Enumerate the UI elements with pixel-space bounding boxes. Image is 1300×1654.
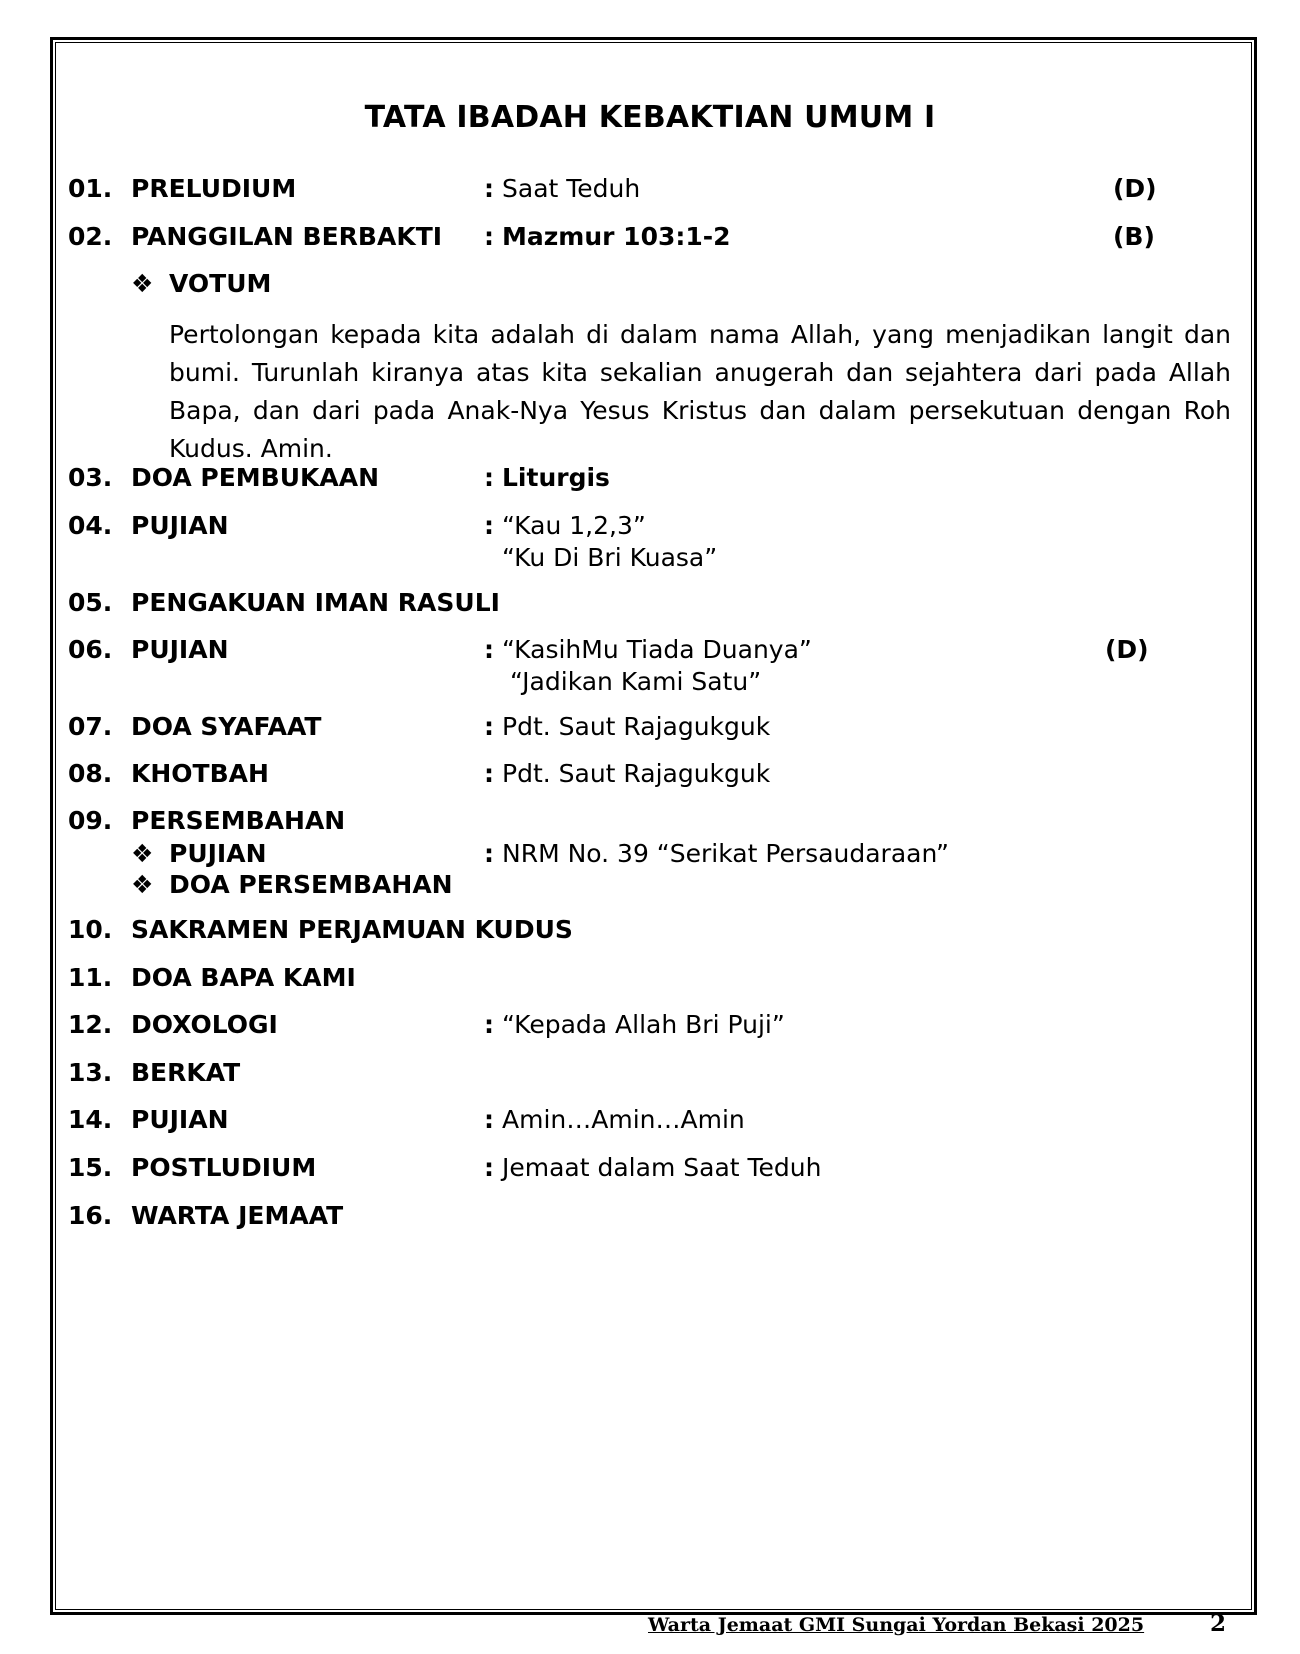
item-label: PENGAKUAN IMAN RASULI [131, 588, 500, 617]
item-label: PUJIAN [131, 635, 229, 664]
item-code: (D) [1113, 174, 1157, 203]
item-value: : Pdt. Saut Rajagukguk [484, 712, 771, 741]
item-number: 02. [68, 222, 113, 251]
item-number: 07. [68, 712, 113, 741]
item-label: DOA BAPA KAMI [131, 963, 356, 992]
page-number: 2 [1210, 1610, 1227, 1637]
sub-item-value: : NRM No. 39 “Serikat Persaudaraan” [484, 839, 949, 868]
item-label: KHOTBAH [131, 759, 269, 788]
votum-heading: ❖ VOTUM [131, 267, 271, 301]
item-label: WARTA JEMAAT [131, 1201, 344, 1230]
item-label: PRELUDIUM [131, 174, 297, 203]
footer-text: Warta Jemaat GMI Sungai Yordan Bekasi 2025 [648, 1614, 1145, 1636]
votum-text: Pertolongan kepada kita adalah di dalam nama Allah, yang menjadikan langit dan bumi. Turunlah kiranya atas kita sekalian anugerah dan sejahtera dari pada Allah Bapa, dan dari pada Anak-Nya Yesus Kristus dan dalam persekutuan dengan Roh Kudus. Amin. [169, 320, 1231, 463]
item-value: : Pdt. Saut Rajagukguk [484, 759, 771, 788]
item-code: (D) [1105, 635, 1149, 664]
item-label: SAKRAMEN PERJAMUAN KUDUS [131, 915, 573, 944]
item-value: : Jemaat dalam Saat Teduh [484, 1153, 822, 1182]
item-label: DOXOLOGI [131, 1010, 278, 1039]
item-number: 11. [68, 963, 113, 992]
item-value: : Liturgis [484, 463, 610, 492]
item-label: POSTLUDIUM [131, 1153, 317, 1182]
page-title: TATA IBADAH KEBAKTIAN UMUM I [364, 100, 936, 135]
item-number: 12. [68, 1010, 113, 1039]
item-number: 05. [68, 588, 113, 617]
item-number: 06. [68, 635, 113, 664]
item-value: : Mazmur 103:1-2 [484, 222, 731, 251]
diamond-bullet-icon: ❖ [131, 839, 154, 868]
item-value: : Amin…Amin…Amin [484, 1105, 745, 1134]
diamond-bullet-icon: ❖ [131, 870, 154, 899]
item-code: (B) [1113, 222, 1155, 251]
item-value: : “KasihMu Tiada Duanya” [484, 635, 812, 664]
item-number: 15. [68, 1153, 113, 1182]
item-value: : “Kepada Allah Bri Puji” [484, 1010, 785, 1039]
item-number: 08. [68, 759, 113, 788]
item-number: 16. [68, 1201, 113, 1230]
item-number: 14. [68, 1105, 113, 1134]
item-value-2: “Jadikan Kami Satu” [510, 667, 762, 696]
item-label: BERKAT [131, 1058, 241, 1087]
item-value: : “Kau 1,2,3” [484, 511, 646, 540]
item-label: PUJIAN [131, 511, 229, 540]
item-value: : Saat Teduh [484, 174, 641, 203]
item-label: DOA PEMBUKAAN [131, 463, 380, 492]
item-label: PERSEMBAHAN [131, 806, 346, 835]
item-value-2: “Ku Di Bri Kuasa” [502, 543, 718, 572]
item-label: DOA SYAFAAT [131, 712, 322, 741]
item-number: 01. [68, 174, 113, 203]
item-number: 04. [68, 511, 113, 540]
item-number: 03. [68, 463, 113, 492]
item-number: 09. [68, 806, 113, 835]
diamond-bullet-icon: ❖ [131, 269, 154, 298]
sub-item-label: ❖ PUJIAN [131, 837, 267, 871]
item-number: 13. [68, 1058, 113, 1087]
sub-item-label: ❖ DOA PERSEMBAHAN [131, 868, 453, 902]
item-label: PUJIAN [131, 1105, 229, 1134]
item-label: PANGGILAN BERBAKTI [131, 222, 443, 251]
item-number: 10. [68, 915, 113, 944]
